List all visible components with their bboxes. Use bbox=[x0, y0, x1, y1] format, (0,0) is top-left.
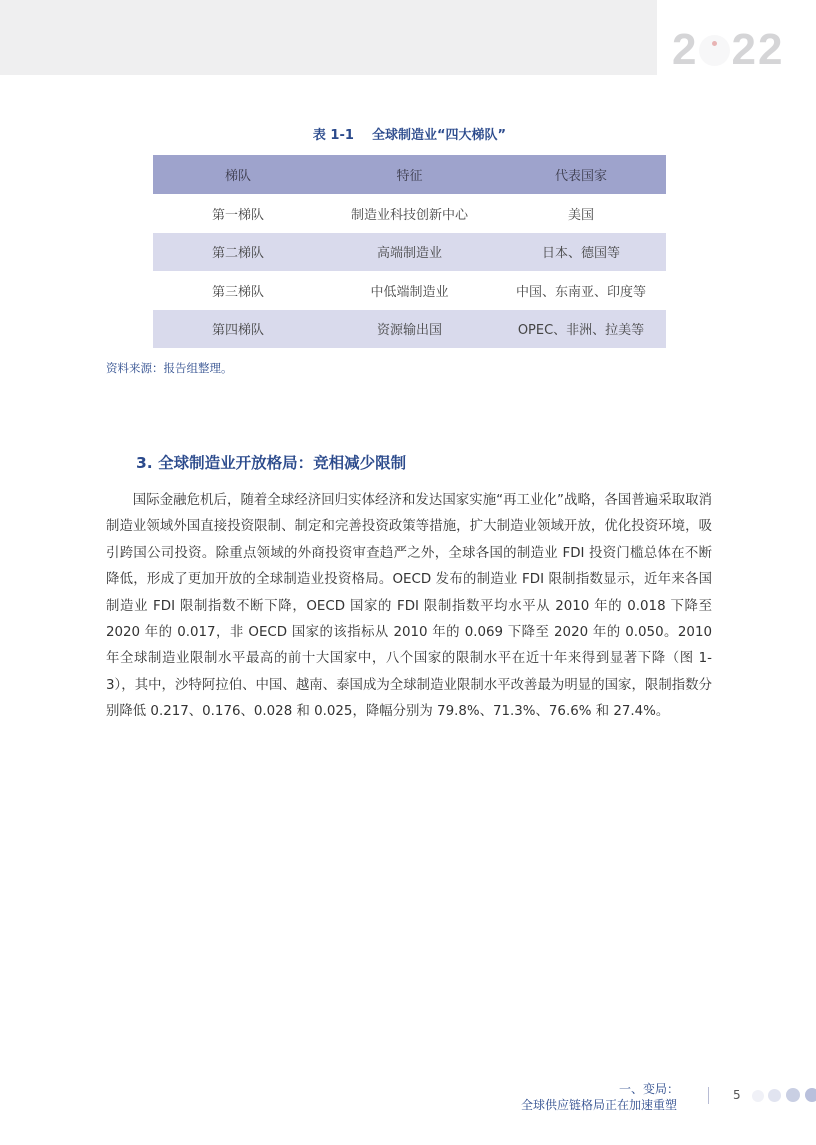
table-cell: 日本、德国等 bbox=[496, 233, 666, 272]
table-row bbox=[153, 271, 666, 310]
table-row bbox=[153, 194, 666, 233]
table-cell: 第二梯队 bbox=[153, 233, 323, 272]
table-row bbox=[153, 310, 666, 349]
table-cell: OPEC、非洲、拉美等 bbox=[496, 310, 666, 349]
header-tier: 梯队 bbox=[153, 155, 323, 194]
year-digit-left: 2 bbox=[672, 25, 699, 74]
body-paragraph: 国际金融危机后，随着全球经济回归实体经济和发达国家实施“再工业化”战略，各国普遍采取取消制造业领域外国直接投资限制、制定和完善投资政策等措施，扩大制造业领域开放，优化投资环境，吸引跨国公司投资。除重点领域的外商投资审查趋严之外，全球各国的制造业 FDI 投资门槛总体在不断降低，形成了更加开放的全球制造业投资格局。OECD 发布的制造业 FDI 限制指数显示，近年来各国制造业 FDI 限制指数不断下降，OECD 国家的 FDI 限制指数平均水平从 2010 年的 0.018 下降至 2020 年的 0.017，非 OECD 国家的该指标从 2010 年的 0.069 下降至 2020 年的 0.050。2010 年全球制造业限制水平最高的前十大国家中，八个国家的限制水平在近十年来得到显著下降（图 1-3），其中，沙特阿拉伯、中国、越南、泰国成为全球制造业限制水平改善最为明显的国家，限制指数分别降低 0.217、0.176、0.028 和 0.025，降幅分别为 79.8%、71.3%、76.6% 和 27.4%。 bbox=[106, 493, 712, 720]
header-feature: 特征 bbox=[323, 155, 496, 194]
year-logo bbox=[672, 22, 784, 78]
table-row bbox=[153, 233, 666, 272]
footer-chapter: 一、变局： bbox=[618, 1082, 679, 1096]
decorative-dot-icon bbox=[805, 1088, 816, 1102]
header-band bbox=[0, 0, 657, 75]
table-cell: 第四梯队 bbox=[153, 310, 323, 349]
table-cell: 第三梯队 bbox=[211, 284, 264, 300]
table-source-note: 资料来源：报告组整理。 bbox=[106, 361, 233, 375]
section-heading: 3. 全球制造业开放格局：竞相减少限制 bbox=[136, 454, 407, 472]
tier-table bbox=[153, 155, 666, 348]
decorative-dot-icon bbox=[752, 1090, 764, 1102]
table-cell: 中国、东南亚、印度等 bbox=[515, 284, 646, 300]
header-countries: 代表国家 bbox=[496, 155, 666, 194]
table-cell: 资源输出国 bbox=[323, 310, 496, 349]
table-cell: 高端制造业 bbox=[323, 233, 496, 272]
table-cell: 中低端制造业 bbox=[370, 284, 449, 300]
table-cell: 第一梯队 bbox=[211, 207, 264, 223]
table-cell: 制造业科技创新中心 bbox=[350, 207, 468, 223]
decorative-dot-icon bbox=[786, 1088, 800, 1102]
footer-chapter-subtitle: 全球供应链格局正在加速重塑 bbox=[520, 1098, 677, 1112]
year-ring-icon bbox=[699, 35, 730, 66]
decorative-dot-icon bbox=[768, 1089, 781, 1102]
table-cell: 美国 bbox=[567, 207, 594, 223]
year-digits-right: 22 bbox=[731, 25, 785, 74]
table-header-row bbox=[153, 155, 666, 194]
table-caption: 表 1-1 全球制造业“四大梯队” bbox=[312, 128, 507, 143]
footer-divider bbox=[708, 1087, 709, 1104]
page-number: 5 bbox=[733, 1088, 741, 1102]
